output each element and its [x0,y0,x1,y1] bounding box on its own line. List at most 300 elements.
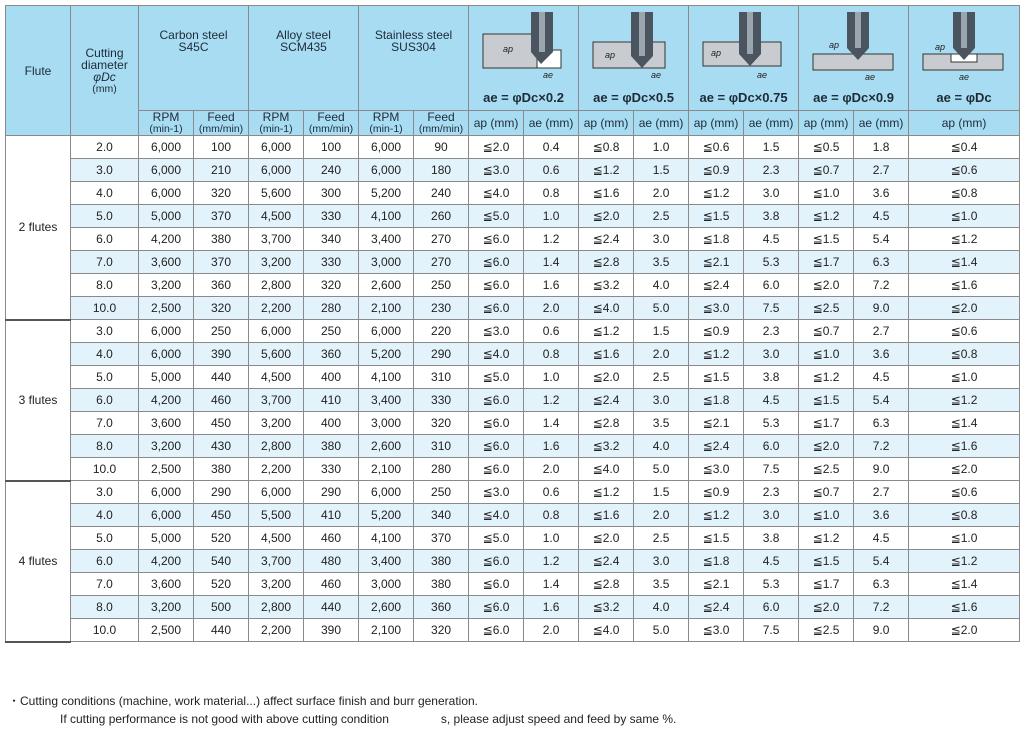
feed-alloy-cell: 410 [304,504,359,527]
cutting-diameter-cell: 4.0 [71,182,139,205]
svg-text:ae: ae [650,70,661,80]
ae-05-cell: 3.0 [634,228,689,251]
ap-075-cell: ≦3.0 [689,458,744,481]
feed-carbon-cell: 370 [194,251,249,274]
rpm-carbon-cell: 3,200 [139,596,194,619]
ap-02-cell: ≦6.0 [469,458,524,481]
rpm-alloy-cell: 5,500 [249,504,304,527]
table-row [6,619,1020,642]
rpm-stainless-cell: 2,100 [359,619,414,642]
table-row [6,274,1020,297]
feed-carbon-cell: 380 [194,228,249,251]
ap-02-cell: ≦6.0 [469,389,524,412]
material-grade: SCM435 [280,40,327,54]
ae-09-cell: 5.4 [854,228,909,251]
feed-stainless-cell: 260 [414,205,469,228]
feed-carbon-cell: 290 [194,481,249,504]
rpm-carbon-cell: 6,000 [139,481,194,504]
ap-09-cell: ≦2.0 [799,435,854,458]
ae-075-cell: 7.5 [744,619,799,642]
cutting-diameter-cell: 2.0 [71,136,139,159]
ap-05-cell: ≦1.6 [579,182,634,205]
feed-stainless-cell: 250 [414,274,469,297]
engagement-header-4 [909,6,1020,111]
feed-alloy-cell: 320 [304,274,359,297]
ap-full-cell: ≦0.8 [909,504,1020,527]
rpm-carbon-cell: 3,600 [139,412,194,435]
feed-alloy-cell: 100 [304,136,359,159]
rpm-carbon-cell: 6,000 [139,320,194,343]
feed-stainless-cell: 240 [414,182,469,205]
ae-02-cell: 1.0 [524,205,579,228]
cutting-diameter-cell: 6.0 [71,550,139,573]
rpm-stainless-cell: 4,100 [359,205,414,228]
ap-02-cell: ≦6.0 [469,274,524,297]
ae-09-cell: 3.6 [854,504,909,527]
feed-stainless-cell: 340 [414,504,469,527]
ae-075-cell: 3.0 [744,182,799,205]
feed-unit: (mm/min) [198,123,244,135]
ae-05-cell: 1.5 [634,159,689,182]
ap-unit: ap (mm) [941,116,987,130]
feed-alloy-cell: 330 [304,458,359,481]
feed-alloy-cell: 460 [304,527,359,550]
rpm-stainless-cell: 3,000 [359,412,414,435]
material-name: Stainless steel [374,28,453,42]
ap-075-cell: ≦3.0 [689,297,744,320]
rpm-stainless-cell: 2,600 [359,274,414,297]
ap-full-cell: ≦1.0 [909,366,1020,389]
material-header-stainless-steel [359,6,469,111]
ap-09-cell: ≦1.5 [799,550,854,573]
feed-stainless-cell: 250 [414,481,469,504]
ae-075-cell: 2.3 [744,481,799,504]
feed-carbon-cell: 440 [194,366,249,389]
feed-carbon-cell: 210 [194,159,249,182]
engagement-header-0 [469,6,579,111]
ap-full-cell: ≦0.8 [909,343,1020,366]
ap-full-cell: ≦0.8 [909,182,1020,205]
ap-full-cell: ≦1.4 [909,412,1020,435]
feed-carbon-cell: 520 [194,573,249,596]
ae-unit: ae (mm) [528,116,574,130]
feed-stainless-cell: 220 [414,320,469,343]
feed-stainless-cell: 320 [414,619,469,642]
engagement-formula: ae = φDc×0.5 [593,90,674,105]
feed-alloy-cell: 480 [304,550,359,573]
material-header-carbon-steel [139,6,249,111]
ae-05-cell: 3.5 [634,412,689,435]
feed-stainless-cell: 310 [414,366,469,389]
ap-09-cell: ≦1.2 [799,527,854,550]
ae-075-cell: 6.0 [744,596,799,619]
cutting-diameter-symbol: φDc [93,69,116,84]
rpm-carbon-cell: 5,000 [139,527,194,550]
ae-075-cell: 4.5 [744,550,799,573]
feed-alloy-cell: 240 [304,159,359,182]
feed-label: Feed [317,110,345,124]
ap-02-cell: ≦6.0 [469,228,524,251]
ae-09-cell: 4.5 [854,366,909,389]
ae-02-cell: 0.6 [524,481,579,504]
ae-05-cell: 4.0 [634,435,689,458]
ae-02-cell: 1.6 [524,274,579,297]
ae-09-cell: 7.2 [854,274,909,297]
ap-unit: ap (mm) [803,116,849,130]
rpm-alloy-cell: 3,200 [249,412,304,435]
rpm-alloy-cell: 4,500 [249,527,304,550]
rpm-alloy-cell: 3,700 [249,550,304,573]
ae-02-cell: 1.2 [524,389,579,412]
ae-header [854,111,909,136]
rpm-carbon-cell: 2,500 [139,619,194,642]
feed-stainless-cell: 290 [414,343,469,366]
ae-09-cell: 2.7 [854,320,909,343]
ap-075-cell: ≦0.9 [689,481,744,504]
slotting-diagram-icon [481,12,567,82]
engagement-formula: ae = φDc×0.2 [483,90,564,105]
cutting-diameter-cell: 7.0 [71,251,139,274]
svg-text:ap: ap [828,40,839,50]
ap-full-cell: ≦1.6 [909,596,1020,619]
ae-075-cell: 3.8 [744,205,799,228]
ap-full-cell: ≦0.6 [909,320,1020,343]
ap-05-cell: ≦3.2 [579,274,634,297]
table-row [6,504,1020,527]
ap-09-cell: ≦1.7 [799,573,854,596]
ap-header [909,111,1020,136]
ap-075-cell: ≦1.5 [689,527,744,550]
ap-09-cell: ≦0.5 [799,136,854,159]
rpm-stainless-cell: 5,200 [359,504,414,527]
ap-075-cell: ≦1.5 [689,205,744,228]
ap-05-cell: ≦4.0 [579,619,634,642]
flute-group-label: 2 flutes [6,136,71,320]
ap-09-cell: ≦1.5 [799,389,854,412]
cutting-conditions-sheet [5,5,1019,726]
table-row [6,573,1020,596]
engagement-header-2 [689,6,799,111]
cutting-diameter-cell: 10.0 [71,619,139,642]
cutting-diameter-cell: 3.0 [71,320,139,343]
cutting-diameter-unit: (mm) [92,82,117,95]
engagement-formula: ae = φDc×0.75 [699,90,788,105]
ae-09-cell: 5.4 [854,550,909,573]
feed-carbon-cell: 450 [194,412,249,435]
ae-075-cell: 3.0 [744,343,799,366]
ap-075-cell: ≦3.0 [689,619,744,642]
cutting-conditions-table [5,5,1020,643]
ap-02-cell: ≦5.0 [469,205,524,228]
cutting-diameter-cell: 7.0 [71,573,139,596]
engagement-formula: ae = φDc [936,90,992,105]
svg-text:ae: ae [542,70,553,80]
rpm-carbon-cell: 5,000 [139,205,194,228]
rpm-carbon-cell: 4,200 [139,389,194,412]
feed-alloy-cell: 330 [304,205,359,228]
ae-05-cell: 1.0 [634,136,689,159]
rpm-alloy-cell: 2,800 [249,435,304,458]
ap-075-cell: ≦1.2 [689,343,744,366]
ap-05-cell: ≦3.2 [579,435,634,458]
cutting-diameter-cell: 6.0 [71,228,139,251]
ae-02-cell: 1.6 [524,596,579,619]
ap-09-cell: ≦1.2 [799,366,854,389]
cutting-diameter-cell: 7.0 [71,412,139,435]
ap-09-cell: ≦1.0 [799,182,854,205]
feed-label: Feed [427,110,455,124]
ap-header [469,111,524,136]
feed-stainless-cell: 270 [414,251,469,274]
rpm-stainless-cell: 5,200 [359,343,414,366]
ae-075-cell: 2.3 [744,320,799,343]
rpm-alloy-cell: 5,600 [249,182,304,205]
cutting-diameter-line2: diameter [81,57,128,72]
ap-05-cell: ≦1.6 [579,504,634,527]
ap-02-cell: ≦6.0 [469,619,524,642]
feed-carbon-cell: 540 [194,550,249,573]
ae-09-cell: 4.5 [854,527,909,550]
ae-02-cell: 0.4 [524,136,579,159]
side-milling-075-diagram-icon [701,12,787,82]
ap-05-cell: ≦1.2 [579,481,634,504]
feed-alloy-cell: 400 [304,366,359,389]
ae-05-cell: 2.5 [634,527,689,550]
svg-text:ap: ap [502,44,513,54]
ae-09-cell: 4.5 [854,205,909,228]
rpm-stainless-cell: 3,000 [359,573,414,596]
ap-02-cell: ≦6.0 [469,435,524,458]
ae-05-cell: 3.5 [634,573,689,596]
table-row [6,458,1020,481]
rpm-alloy-cell: 5,600 [249,343,304,366]
feed-unit: (mm/min) [418,123,464,135]
ae-075-cell: 1.5 [744,136,799,159]
feed-stainless-cell: 280 [414,458,469,481]
svg-text:ap: ap [604,50,615,60]
ap-02-cell: ≦5.0 [469,527,524,550]
ap-full-cell: ≦1.4 [909,251,1020,274]
ap-05-cell: ≦0.8 [579,136,634,159]
ap-full-cell: ≦1.6 [909,274,1020,297]
ae-unit: ae (mm) [858,116,904,130]
footnote-1: ・Cutting conditions (machine, work material...) affect surface finish and burr generation. [8,694,479,708]
ap-05-cell: ≦2.4 [579,550,634,573]
rpm-stainless-cell: 5,200 [359,182,414,205]
ae-02-cell: 0.8 [524,182,579,205]
ae-02-cell: 2.0 [524,458,579,481]
ap-full-cell: ≦0.6 [909,159,1020,182]
ae-02-cell: 1.6 [524,435,579,458]
ae-075-cell: 4.5 [744,228,799,251]
rpm-label: RPM [372,110,400,124]
feed-stainless-cell: 330 [414,389,469,412]
ap-09-cell: ≦1.5 [799,228,854,251]
ap-075-cell: ≦0.9 [689,320,744,343]
rpm-carbon-cell: 5,000 [139,366,194,389]
feed-header [194,111,249,136]
ae-02-cell: 2.0 [524,619,579,642]
rpm-alloy-cell: 4,500 [249,205,304,228]
ap-05-cell: ≦2.8 [579,251,634,274]
table-row [6,343,1020,366]
rpm-stainless-cell: 6,000 [359,136,414,159]
ae-02-cell: 0.8 [524,343,579,366]
feed-carbon-cell: 320 [194,182,249,205]
ae-075-cell: 2.3 [744,159,799,182]
table-row [6,481,1020,504]
ae-075-cell: 6.0 [744,435,799,458]
ap-full-cell: ≦2.0 [909,297,1020,320]
table-row [6,182,1020,205]
feed-label: Feed [207,110,235,124]
rpm-stainless-cell: 2,100 [359,297,414,320]
feed-carbon-cell: 520 [194,527,249,550]
table-row [6,205,1020,228]
ap-05-cell: ≦2.0 [579,366,634,389]
ap-header [579,111,634,136]
rpm-carbon-cell: 2,500 [139,297,194,320]
svg-text:ap: ap [935,42,946,52]
ae-075-cell: 5.3 [744,573,799,596]
ap-full-cell: ≦1.4 [909,573,1020,596]
ae-09-cell: 6.3 [854,573,909,596]
ae-075-cell: 3.8 [744,366,799,389]
ap-full-cell: ≦1.2 [909,228,1020,251]
rpm-alloy-cell: 3,700 [249,389,304,412]
feed-unit: (mm/min) [308,123,354,135]
feed-alloy-cell: 340 [304,228,359,251]
ap-02-cell: ≦3.0 [469,320,524,343]
cutting-diameter-cell: 4.0 [71,504,139,527]
rpm-alloy-cell: 6,000 [249,481,304,504]
ae-header [524,111,579,136]
rpm-stainless-cell: 4,100 [359,366,414,389]
feed-alloy-cell: 250 [304,320,359,343]
ae-unit: ae (mm) [748,116,794,130]
footnotes [8,692,676,728]
ae-09-cell: 6.3 [854,412,909,435]
ae-05-cell: 1.5 [634,481,689,504]
ae-09-cell: 5.4 [854,389,909,412]
flute-group-label: 3 flutes [6,320,71,481]
feed-header [414,111,469,136]
ae-05-cell: 3.0 [634,550,689,573]
ae-02-cell: 1.2 [524,228,579,251]
rpm-stainless-cell: 3,400 [359,228,414,251]
full-slot-diagram-icon [921,12,1007,82]
ae-02-cell: 0.6 [524,320,579,343]
rpm-header [359,111,414,136]
feed-carbon-cell: 370 [194,205,249,228]
ap-full-cell: ≦0.6 [909,481,1020,504]
ap-05-cell: ≦1.2 [579,159,634,182]
ap-05-cell: ≦2.8 [579,412,634,435]
footnote-2-part-a: If cutting performance is not good with above cutting condition [60,712,389,726]
table-row [6,527,1020,550]
table-row [6,550,1020,573]
ap-full-cell: ≦2.0 [909,619,1020,642]
ap-02-cell: ≦3.0 [469,481,524,504]
feed-carbon-cell: 250 [194,320,249,343]
ap-09-cell: ≦0.7 [799,320,854,343]
rpm-stainless-cell: 4,100 [359,527,414,550]
rpm-label: RPM [262,110,290,124]
table-row [6,136,1020,159]
ae-05-cell: 5.0 [634,619,689,642]
ap-05-cell: ≦2.4 [579,228,634,251]
engagement-formula: ae = φDc×0.9 [813,90,894,105]
ap-05-cell: ≦4.0 [579,297,634,320]
feed-alloy-cell: 290 [304,481,359,504]
rpm-alloy-cell: 4,500 [249,366,304,389]
ap-075-cell: ≦2.1 [689,573,744,596]
rpm-header [249,111,304,136]
ae-075-cell: 7.5 [744,297,799,320]
ae-05-cell: 1.5 [634,320,689,343]
feed-stainless-cell: 370 [414,527,469,550]
feed-stainless-cell: 380 [414,573,469,596]
ap-09-cell: ≦1.0 [799,343,854,366]
feed-carbon-cell: 390 [194,343,249,366]
ae-05-cell: 2.0 [634,182,689,205]
ap-09-cell: ≦1.7 [799,251,854,274]
table-row [6,228,1020,251]
ae-09-cell: 9.0 [854,297,909,320]
svg-text:ae: ae [959,72,970,82]
rpm-carbon-cell: 3,200 [139,274,194,297]
ap-02-cell: ≦5.0 [469,366,524,389]
ap-05-cell: ≦1.6 [579,343,634,366]
feed-alloy-cell: 380 [304,435,359,458]
cutting-diameter-cell: 5.0 [71,366,139,389]
material-name: Alloy steel [276,28,331,42]
ae-05-cell: 3.5 [634,251,689,274]
rpm-carbon-cell: 4,200 [139,228,194,251]
ae-09-cell: 7.2 [854,596,909,619]
footnote-2 [8,710,676,728]
ae-09-cell: 2.7 [854,481,909,504]
ae-02-cell: 1.0 [524,527,579,550]
ap-02-cell: ≦4.0 [469,504,524,527]
ap-09-cell: ≦2.5 [799,458,854,481]
rpm-carbon-cell: 4,200 [139,550,194,573]
ae-header [634,111,689,136]
rpm-stainless-cell: 3,400 [359,550,414,573]
cutting-diameter-cell: 8.0 [71,596,139,619]
cutting-diameter-cell: 10.0 [71,297,139,320]
ae-09-cell: 3.6 [854,343,909,366]
feed-carbon-cell: 500 [194,596,249,619]
material-grade: S45C [178,40,209,54]
ap-05-cell: ≦2.8 [579,573,634,596]
shoulder-milling-diagram-icon [811,12,897,82]
rpm-carbon-cell: 6,000 [139,159,194,182]
material-header-alloy-steel [249,6,359,111]
ap-075-cell: ≦1.2 [689,182,744,205]
svg-text:ae: ae [756,70,767,80]
feed-alloy-cell: 330 [304,251,359,274]
feed-stainless-cell: 360 [414,596,469,619]
ap-09-cell: ≦1.2 [799,205,854,228]
rpm-alloy-cell: 3,700 [249,228,304,251]
ap-075-cell: ≦2.4 [689,435,744,458]
ae-075-cell: 7.5 [744,458,799,481]
ap-075-cell: ≦1.2 [689,504,744,527]
ae-02-cell: 1.4 [524,251,579,274]
ap-075-cell: ≦1.8 [689,228,744,251]
ap-05-cell: ≦3.2 [579,596,634,619]
